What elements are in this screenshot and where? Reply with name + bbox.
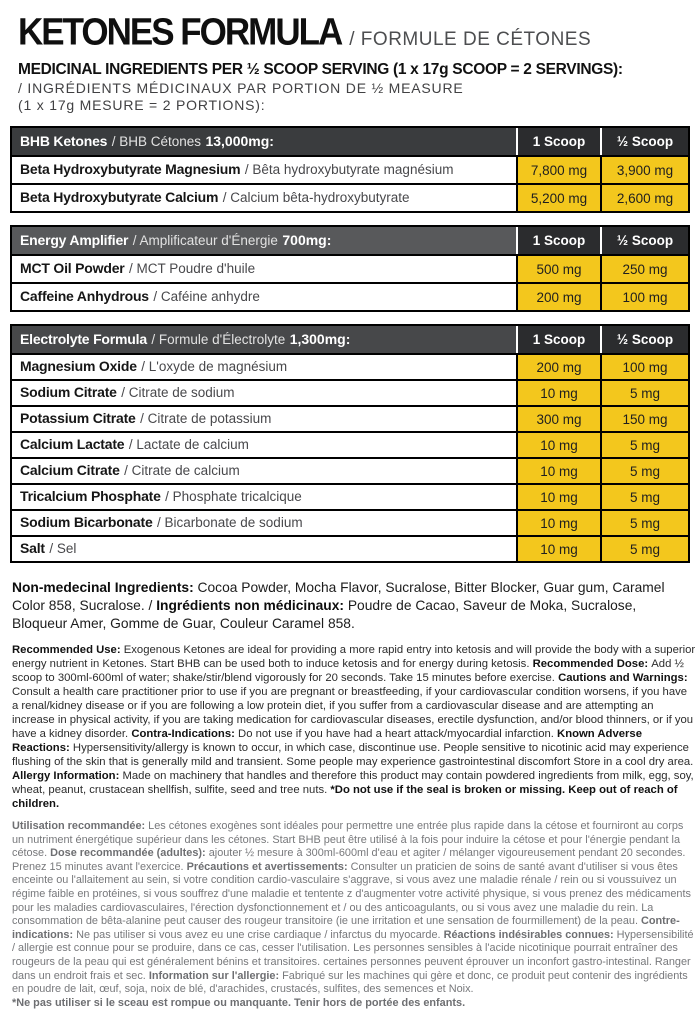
column-header-1-scoop: 1 Scoop	[516, 326, 600, 353]
amount-1-scoop: 7,800 mg	[516, 155, 600, 183]
amount-1-scoop: 10 mg	[516, 431, 600, 457]
table-row	[12, 509, 688, 535]
ingredient-name: Potassium Citrate / Citrate de potassium	[12, 405, 516, 431]
column-header-1-scoop: 1 Scoop	[516, 227, 600, 254]
amount-half-scoop: 250 mg	[600, 254, 688, 282]
amount-1-scoop: 300 mg	[516, 405, 600, 431]
table-row	[12, 405, 688, 431]
amount-half-scoop: 2,600 mg	[600, 183, 688, 211]
table-title: BHB Ketones / BHB Cétones 13,000mg:	[12, 128, 516, 155]
amount-1-scoop: 200 mg	[516, 353, 600, 379]
amount-1-scoop: 200 mg	[516, 282, 600, 310]
amount-half-scoop: 100 mg	[600, 282, 688, 310]
product-title-fr: / FORMULE DE CÉTONES	[349, 29, 592, 50]
column-header-1-scoop: 1 Scoop	[516, 128, 600, 155]
ingredient-name: Salt / Sel	[12, 535, 516, 561]
amount-half-scoop: 5 mg	[600, 483, 688, 509]
amount-1-scoop: 10 mg	[516, 457, 600, 483]
amount-half-scoop: 150 mg	[600, 405, 688, 431]
non-medicinal-ingredients-paragraph: Non-medecinal Ingredients: Cocoa Powder, Mocha Flavor, Sucralose, Bitter Blocker, Guar gum, Caramel Color 858, Sucralose. / Ingrédients non médicinaux: Poudre de Cacao, Saveur de Moka, Sucralose, Bloqueur Amer, Gomme de Guar, Couleur Caramel 858.	[12, 580, 665, 631]
table-row	[12, 379, 688, 405]
amount-1-scoop: 500 mg	[516, 254, 600, 282]
table-title: Electrolyte Formula / Formule d'Électrolyte 1,300mg:	[12, 326, 516, 353]
table-row	[12, 535, 688, 561]
amount-1-scoop: 5,200 mg	[516, 183, 600, 211]
table-row	[12, 353, 688, 379]
column-header-half-scoop: ½ Scoop	[600, 128, 688, 155]
ingredient-name: Calcium Lactate / Lactate de calcium	[12, 431, 516, 457]
amount-half-scoop: 5 mg	[600, 535, 688, 561]
energy-amplifier-table	[10, 225, 690, 312]
french-directions-paragraph: Utilisation recommandée: Les cétones exogènes sont idéales pour permettre une entrée plus rapide dans la cétose et fourniront au corps un nutriment énergétique supérieur dans les cétones. Start BHB peut être utilisé à la fois pour induire la cétose et pour l'énergie pendant la cétose. Dose recommandée (adultes): ajouter ½ mesure à 300ml-600ml d'eau et agiter / mélanger vigoureusement pendant 20 secondes. Prenez 15 minutes avant l'exercice. Précautions et avertissements: Consulter un praticien de soins de santé avant d'utiliser si vous êtes enceinte ou l'allaitement au sein, si votre condition cardio-vasculaire s'aggrave, si vous avez une maladie rénale / rein ou si voussuivez un régime faible en protéines, si vous souffrez d'une maladie et tentente z d'augmenter votre activité physique, si vous prenez des médicaments pour les maladies cardiovasculaires, l'érection dysfonctionnement et / ou des anticoagulants, ou si vous avez une maladie du rein. La consommation de bêta-alanine peut causer des rougeur transitoire (ie une irritation et une sensation de fourmillement) de la peau. Contre-indications: Ne pas utiliser si vous avez eu une crise cardiaque / infarctus du myocarde. Réactions indésirables connues: Hypersensibilité / allergie est connue pour se produire, dans ce cas, cesser l'utilisation. Les personnes sensibles à l'acide nicotinique pourrait entraîner des rougeurs de la peau qui est généralement bénins et transitoires. certaines personnes peuvent éprouver un inconfort gastro-intestinal. Ranger dans un endroit frais et sec. Information sur l'allergie: Fabriqué sur les machines qui gère et donc, ce produit peut contenir des ingrédients en poudre de lait, œuf, soja, noix de blé, d'arachides, crustacés, sulfites, des semences et Noix. *Ne pas utiliser si le sceau est rompue ou manquante. Tenir hors de portée des enfants.	[12, 820, 694, 1009]
table-header-row	[12, 227, 688, 254]
page-title	[18, 10, 690, 54]
ingredient-name: Caffeine Anhydrous / Caféine anhydre	[12, 282, 516, 310]
table-header-row	[12, 128, 688, 155]
ingredient-name: Beta Hydroxybutyrate Calcium / Calcium bêta-hydroxybutyrate	[12, 183, 516, 211]
ingredient-name: MCT Oil Powder / MCT Poudre d'huile	[12, 254, 516, 282]
medicinal-ingredients-heading-en: MEDICINAL INGREDIENTS PER ½ SCOOP SERVING (1 x 17g SCOOP = 2 SERVINGS):	[18, 61, 623, 78]
amount-half-scoop: 5 mg	[600, 509, 688, 535]
amount-1-scoop: 10 mg	[516, 483, 600, 509]
medicinal-ingredients-heading-fr-line2: (1 x 17g MESURE = 2 PORTIONS):	[18, 97, 266, 113]
ingredient-name: Sodium Bicarbonate / Bicarbonate de sodium	[12, 509, 516, 535]
table-row	[12, 431, 688, 457]
table-row	[12, 254, 688, 282]
table-row	[12, 483, 688, 509]
table-row	[12, 282, 688, 310]
product-title-en: KETONES FORMULA	[18, 10, 342, 53]
column-header-half-scoop: ½ Scoop	[600, 227, 688, 254]
amount-1-scoop: 10 mg	[516, 509, 600, 535]
ingredient-name: Beta Hydroxybutyrate Magnesium / Bêta hydroxybutyrate magnésium	[12, 155, 516, 183]
amount-half-scoop: 5 mg	[600, 457, 688, 483]
table-row	[12, 155, 688, 183]
ingredient-name: Calcium Citrate / Citrate de calcium	[12, 457, 516, 483]
amount-half-scoop: 3,900 mg	[600, 155, 688, 183]
table-header-row	[12, 326, 688, 353]
table-title: Energy Amplifier / Amplificateur d'Énergie 700mg:	[12, 227, 516, 254]
medicinal-ingredients-heading-fr-line1: / INGRÉDIENTS MÉDICINAUX PAR PORTION DE ½ MEASURE	[18, 80, 464, 96]
english-directions-paragraph: Recommended Use: Exogenous Ketones are ideal for providing a more rapid entry into ketosis and will provide the body with a superior energy nutrient in Ketones. Start BHB can be used both to induce ketosis and for energy during ketosis. Recommended Dose: Add ½ scoop to 300ml-600ml of water; shake/stir/blend vigorously for 20 seconds. Take 15 minutes before exercise. Cautions and Warnings: Consult a health care practitioner prior to use if you are pregnant or breastfeeding, if your cardiovascular condition worsens, if you have a renal/kidney disease or if you are following a low protein diet, if you suffer from a cardiovascular disease and are attempting an increase in physical activity, if you are taking medication for cardiovascular diseases, erectile dysfunction, and/or blood thinners, or if you have a kidney disorder. Contra-Indications: Do not use if you have had a heart attack/myocardial infarction. Known Adverse Reactions: Hypersensitivity/allergy is known to occur, in which case, discontinue use. People sensitive to nicotinic acid may experience flushing of the skin that is generally mild and transient. Some people may experience gastrointestinal discomfort Store in a cool dry area. Allergy Information: Made on machinery that handles and therefore this product may contain powdered ingredients from milk, egg, soy, wheat, peanut, crustacean shellfish, sulfite, seed and tree nuts. *Do not use if the seal is broken or missing. Keep out of reach of children.	[12, 644, 696, 810]
column-header-half-scoop: ½ Scoop	[600, 326, 688, 353]
amount-half-scoop: 100 mg	[600, 353, 688, 379]
electrolyte-formula-table	[10, 324, 690, 563]
ingredient-name: Tricalcium Phosphate / Phosphate tricalcique	[12, 483, 516, 509]
bhb-ketones-table	[10, 126, 690, 213]
amount-half-scoop: 5 mg	[600, 379, 688, 405]
table-row	[12, 183, 688, 211]
ingredient-name: Sodium Citrate / Citrate de sodium	[12, 379, 516, 405]
amount-1-scoop: 10 mg	[516, 535, 600, 561]
table-row	[12, 457, 688, 483]
amount-1-scoop: 10 mg	[516, 379, 600, 405]
amount-half-scoop: 5 mg	[600, 431, 688, 457]
ingredient-name: Magnesium Oxide / L'oxyde de magnésium	[12, 353, 516, 379]
